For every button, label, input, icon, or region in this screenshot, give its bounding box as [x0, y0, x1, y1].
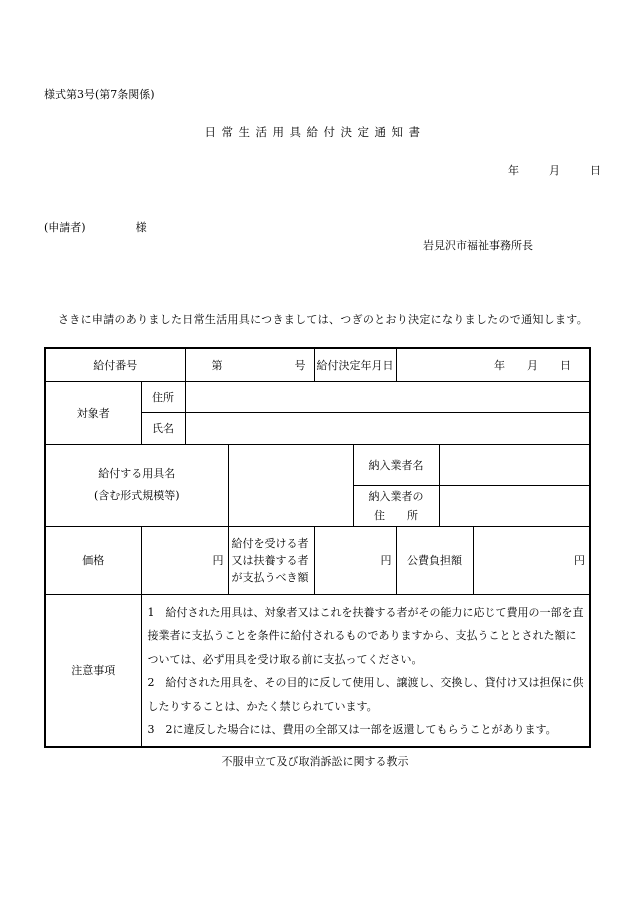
table-row — [45, 381, 590, 412]
equipment-label — [45, 444, 228, 526]
recipient-label: 対象者 — [45, 381, 141, 444]
supplier-address-label-line2: 住 所 — [374, 508, 419, 522]
supplier-name-value — [439, 444, 590, 485]
notes-content — [141, 594, 590, 747]
decision-date-label: 給付決定年月日 — [314, 348, 396, 381]
public-burden-label: 公費負担額 — [396, 526, 473, 594]
table-row — [45, 444, 590, 485]
issue-date — [508, 162, 601, 178]
address-label: 住所 — [141, 381, 185, 412]
payer-label-line1: 給付を受ける者 — [231, 536, 309, 550]
issuer-name: 岩見沢市福祉事務所長 — [423, 239, 533, 252]
grant-number-value — [185, 348, 314, 381]
supplier-name-label: 納入業者名 — [353, 444, 439, 485]
date-day: 日 — [590, 164, 601, 177]
applicant-honorific: 様 — [135, 221, 147, 234]
decision-table — [44, 347, 591, 748]
supplier-address-value — [439, 485, 590, 526]
document-title: 日常生活用具給付決定通知書 — [204, 125, 426, 139]
decision-date-value: 年 月 日 — [396, 348, 590, 381]
public-burden-value: 円 — [473, 526, 590, 594]
note-item-1: 1 給付された用具は、対象者又はこれを扶養する者がその能力に応じて費用の一部を直接業者に支払うことを条件に給付されるものでありますから、支払うこととされた額については、必ず用具を受け取る前に支払ってください。 — [147, 605, 584, 666]
applicant-label: (申請者) — [44, 221, 86, 234]
note-item-2: 2 給付された用具を、その目的に反して使用し、譲渡し、交換し、貸付け又は担保に供したりすることは、かたく禁じられています。 — [147, 676, 584, 713]
intro-paragraph: さきに申請のありました日常生活用具につきましては、つぎのとおり決定になりましたので通知します。 — [58, 313, 588, 326]
grant-number-label: 給付番号 — [45, 348, 185, 381]
date-year: 年 — [508, 164, 519, 177]
grant-number-suffix: 号 — [294, 358, 306, 372]
name-value — [185, 412, 590, 444]
note-item-3: 3 2に違反した場合には、費用の全部又は一部を返還してもらうことがあります。 — [147, 723, 557, 736]
applicant-line — [44, 219, 147, 235]
payer-label-line2: 又は扶養する者 — [231, 553, 309, 567]
equipment-label-line2: (含む形式規模等) — [93, 489, 180, 502]
supplier-address-label — [353, 485, 439, 526]
equipment-label-line1: 給付する用具名 — [98, 467, 176, 480]
table-row — [45, 348, 590, 381]
payer-label-line3: が支払うべき額 — [231, 570, 309, 584]
price-value: 円 — [141, 526, 228, 594]
payer-amount-label — [228, 526, 314, 594]
appeal-notice-heading: 不服申立て及び取消訴訟に関する教示 — [221, 755, 409, 768]
supplier-address-label-line1: 納入業者の — [368, 489, 424, 503]
name-label: 氏名 — [141, 412, 185, 444]
table-row — [45, 526, 590, 594]
equipment-value — [228, 444, 353, 526]
price-label: 価格 — [45, 526, 141, 594]
table-row — [45, 594, 590, 747]
payer-amount-value: 円 — [314, 526, 396, 594]
date-month: 月 — [549, 164, 560, 177]
form-number-label: 様式第3号(第7条関係) — [44, 88, 155, 101]
address-value — [185, 381, 590, 412]
notes-label: 注意事項 — [45, 594, 141, 747]
grant-number-prefix: 第 — [211, 358, 223, 372]
